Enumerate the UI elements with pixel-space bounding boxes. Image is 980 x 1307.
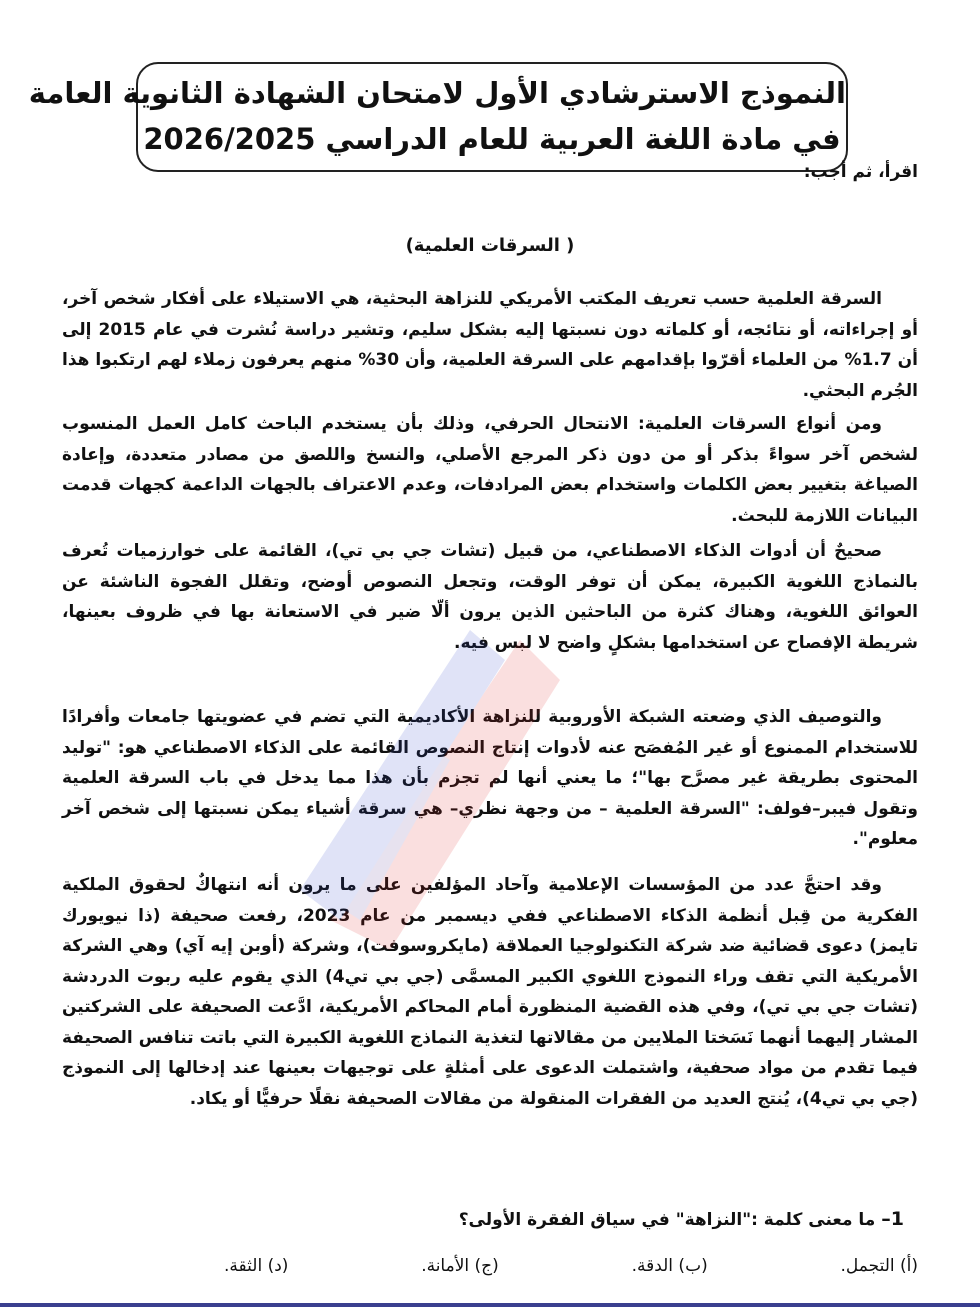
article-title: ( السرقات العلمية) — [405, 235, 575, 256]
option-b[interactable]: (ب) الدقة. — [631, 1256, 708, 1276]
option-a[interactable]: (أ) التجمل. — [840, 1256, 918, 1276]
option-d[interactable]: (د) الثقة. — [224, 1256, 289, 1276]
bottom-bar — [0, 1303, 980, 1307]
exam-title-line-1: النموذج الاسترشادي الأول لامتحان الشهادة الثانوية العامة — [28, 76, 846, 110]
paragraph-3: صحيحٌ أن أدوات الذكاء الاصطناعي، من قبيل (تشات جي بي تي)، القائمة على خوارزميات تُعرف بالنماذج اللغوية الكبيرة، يمكن أن توفر الوقت، وتجعل النصوص أوضح، وتقلل الفجوة الناشئة عن العوائق اللغوية، وهناك كثرة من الباحثين الذين يرون ألّا ضير في الاستعانة بها في ظروف بعينها، شريطة الإفصاح عن استخدامها بشكلٍ واضح لا لبس فيه. — [62, 541, 918, 653]
paragraph-2: ومن أنواع السرقات العلمية: الانتحال الحرفي، وذلك بأن يستخدم الباحث كامل العمل المنسوب لشخص آخر سواءً بذكر أو من دون ذكر المرجع الأصلي، والنسخ واللصق من مصادر متعددة، وإعادة الصياغة بتغيير بعض الكلمات واستخدام بعض المرادفات، وعدم الاعتراف بالجهات الداعمة كجهات قدمت البيانات اللازمة للبحث. — [62, 414, 918, 526]
title-box — [28, 62, 848, 172]
question-number: 1– — [881, 1208, 904, 1230]
paragraph-4: والتوصيف الذي وضعته الشبكة الأوروبية للنزاهة الأكاديمية التي تضم في عضويتها جامعات وأفرادًا للاستخدام الممنوع أو غير المُفصَح عنه لأدوات إنتاج النصوص القائمة على الذكاء الاصطناعي هو: "توليد المحتوى بطريقة غير مصرَّح بها"؛ ما يعني أنها لم تجزم بأن هذا مما يدخل في باب السرقة العلمية وتقول فيبر–فولف: "السرقة العلمية – من وجهة نظري– هي سرقة أشياء يمكن نسبتها إلى شخص آخر معلوم". — [62, 707, 918, 849]
paragraph-1: السرقة العلمية حسب تعريف المكتب الأمريكي للنزاهة البحثية، هي الاستيلاء على أفكار شخص آخر، أو إجراءاته، أو نتائجه، أو كلماته دون نسبتها إليه بشكل سليم، وتشير دراسة نُشرت في عام 2015 إلى أن 1.7% من العلماء أقرّوا بإقدامهم على السرقة العلمية، وأن 30% منهم يعرفون زملاء لهم ارتكبوا هذا الجُرم البحثي. — [62, 289, 919, 401]
question-text: ما معنى كلمة :"النزاهة" في سياق الفقرة الأولى؟ — [458, 1210, 882, 1230]
option-c[interactable]: (ج) الأمانة. — [421, 1256, 499, 1276]
answer-options — [224, 1256, 918, 1276]
reading-instruction: اقرأ، ثم أجب: — [803, 162, 918, 182]
question-1 — [459, 1208, 904, 1230]
exam-title-line-2: في مادة اللغة العربية للعام الدراسي 2026/2025 — [143, 122, 841, 156]
paragraph-5: وقد احتجَّ عدد من المؤسسات الإعلامية وآحاد المؤلفين على ما يرون أنه انتهاكٌ لحقوق الملكية الفكرية من قِبل أنظمة الذكاء الاصطناعي ففي ديسمبر من عام 2023، رفعت صحيفة (ذا نيويورك تايمز) دعوى قضائية ضد شركة التكنولوجيا العملاقة (مايكروسوفت)، وشركة (أوبن إيه آي) وهي الشركة الأمريكية التي تقف وراء النموذج اللغوي الكبير المسمَّى (جي بي تي4) الذي يقوم عليه ربوت الدردشة (تشات جي بي تي)، وفي هذه القضية المنظورة أمام المحاكم الأمريكية، ادَّعت الصحيفة على الشركتين المشار إليهما أنهما نَسَختا الملايين من مقالاتها لتغذية النماذج اللغوية الكبيرة التي باتت تنافس الصحيفة فيما تقدم من مواد صحفية، واشتملت الدعوى على أمثلةٍ على توجيهات بعينها عند إدخالها إلى النموذج (جي بي تي4)، يُنتج العديد من الفقرات المنقولة من مقالات الصحيفة نقلًا حرفيًّا أو يكاد. — [62, 875, 919, 1109]
